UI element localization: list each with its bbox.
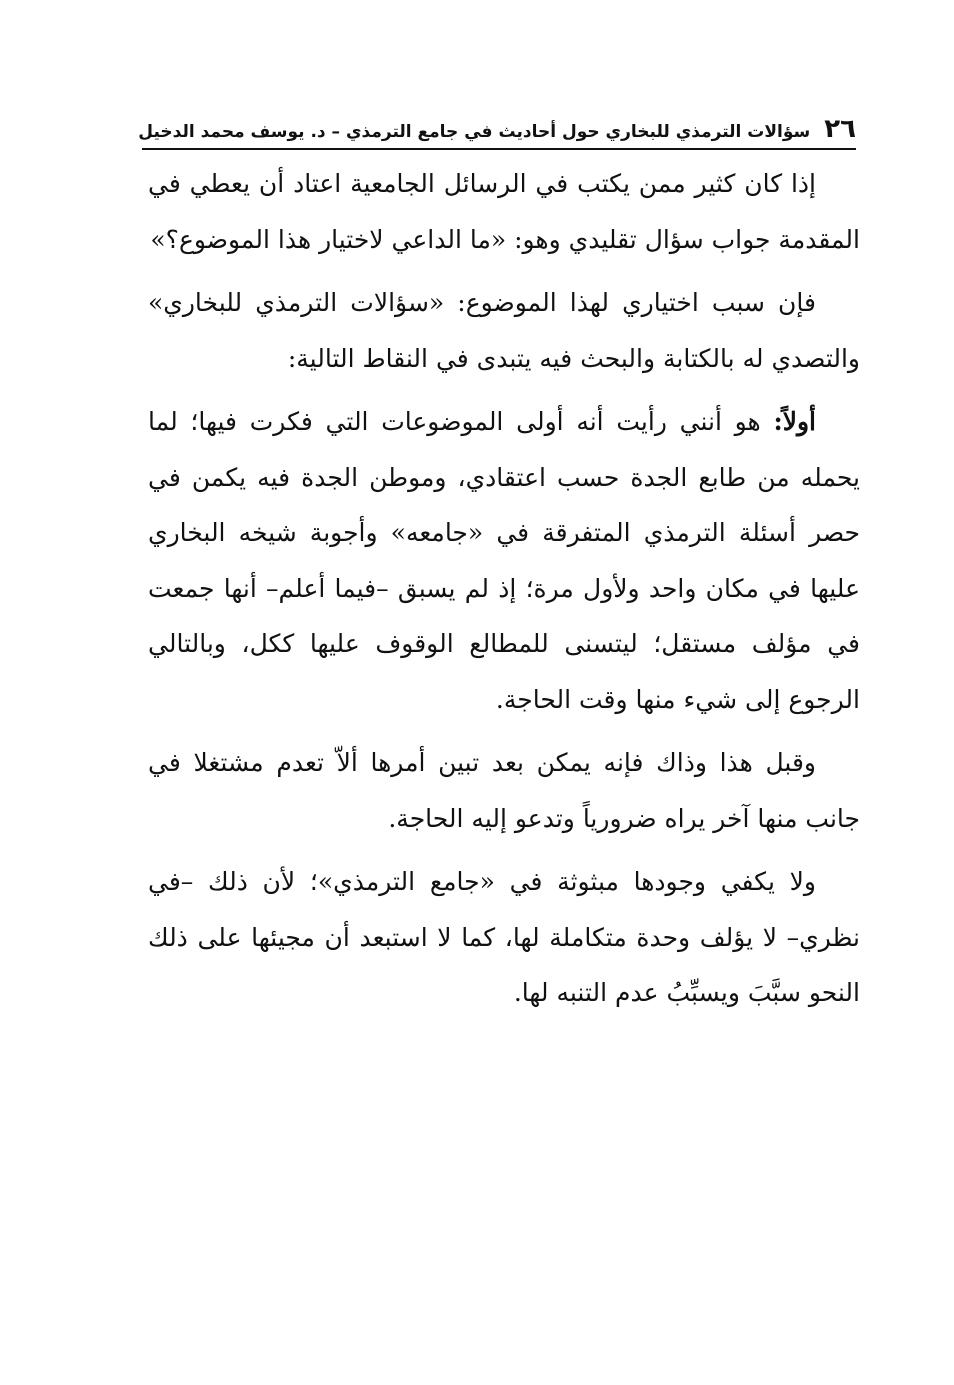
paragraph-2: [148, 275, 860, 386]
paragraph-3-lead: أولاً:: [773, 407, 816, 436]
paragraph-1-text: إذا كان كثير ممن يكتب في الرسائل الجامعية اعتاد أن يعطي في المقدمة جواب سؤال تقليدي وهو: «ما الداعي لاختيار هذا الموضوع؟»: [148, 169, 860, 254]
paragraph-3-text: هو أنني رأيت أنه أولى الموضوعات التي فكرت فيها؛ لما يحمله من طابع الجدة حسب اعتقادي، وموطن الجدة فيه يكمن في حصر أسئلة الترمذي المتفرقة في «جامعه» وأجوبة شيخه البخاري عليها في مكان واحد ولأول مرة؛ إذ لم يسبق –فيما أعلم– أنها جمعت في مؤلف مستقل؛ ليتسنى للمطالع الوقوف عليها ككل، وبالتالي الرجوع إلى شيء منها وقت الحاجة.: [148, 407, 860, 714]
body-text: [148, 156, 860, 1029]
running-title: سؤالات الترمذي للبخاري حول أحاديث في جامع الترمذي – د. يوسف محمد الدخيل: [138, 122, 811, 142]
paragraph-3: [148, 394, 860, 727]
paragraph-4: [148, 735, 860, 846]
paragraph-2-text: فإن سبب اختياري لهذا الموضوع: «سؤالات الترمذي للبخاري» والتصدي له بالكتابة والبحث فيه يتبدى في النقاط التالية:: [148, 288, 860, 373]
paragraph-4-text: وقبل هذا وذاك فإنه يمكن بعد تبين أمرها ألاّ تعدم مشتغلا في جانب منها آخر يراه ضرورياً وتدعو إليه الحاجة.: [148, 748, 860, 833]
paragraph-1: [148, 156, 860, 267]
header-rule: [142, 148, 856, 150]
paragraph-5: [148, 854, 860, 1021]
page-header: [138, 100, 856, 150]
page-number: ٢٦: [824, 114, 856, 144]
header-line: [138, 114, 856, 144]
paragraph-5-text: ولا يكفي وجودها مبثوثة في «جامع الترمذي»؛ لأن ذلك –في نظري– لا يؤلف وحدة متكاملة لها، كما لا استبعد أن مجيئها على ذلك النحو سبَّبَ ويسبِّبُ عدم التنبه لها.: [148, 867, 860, 1007]
